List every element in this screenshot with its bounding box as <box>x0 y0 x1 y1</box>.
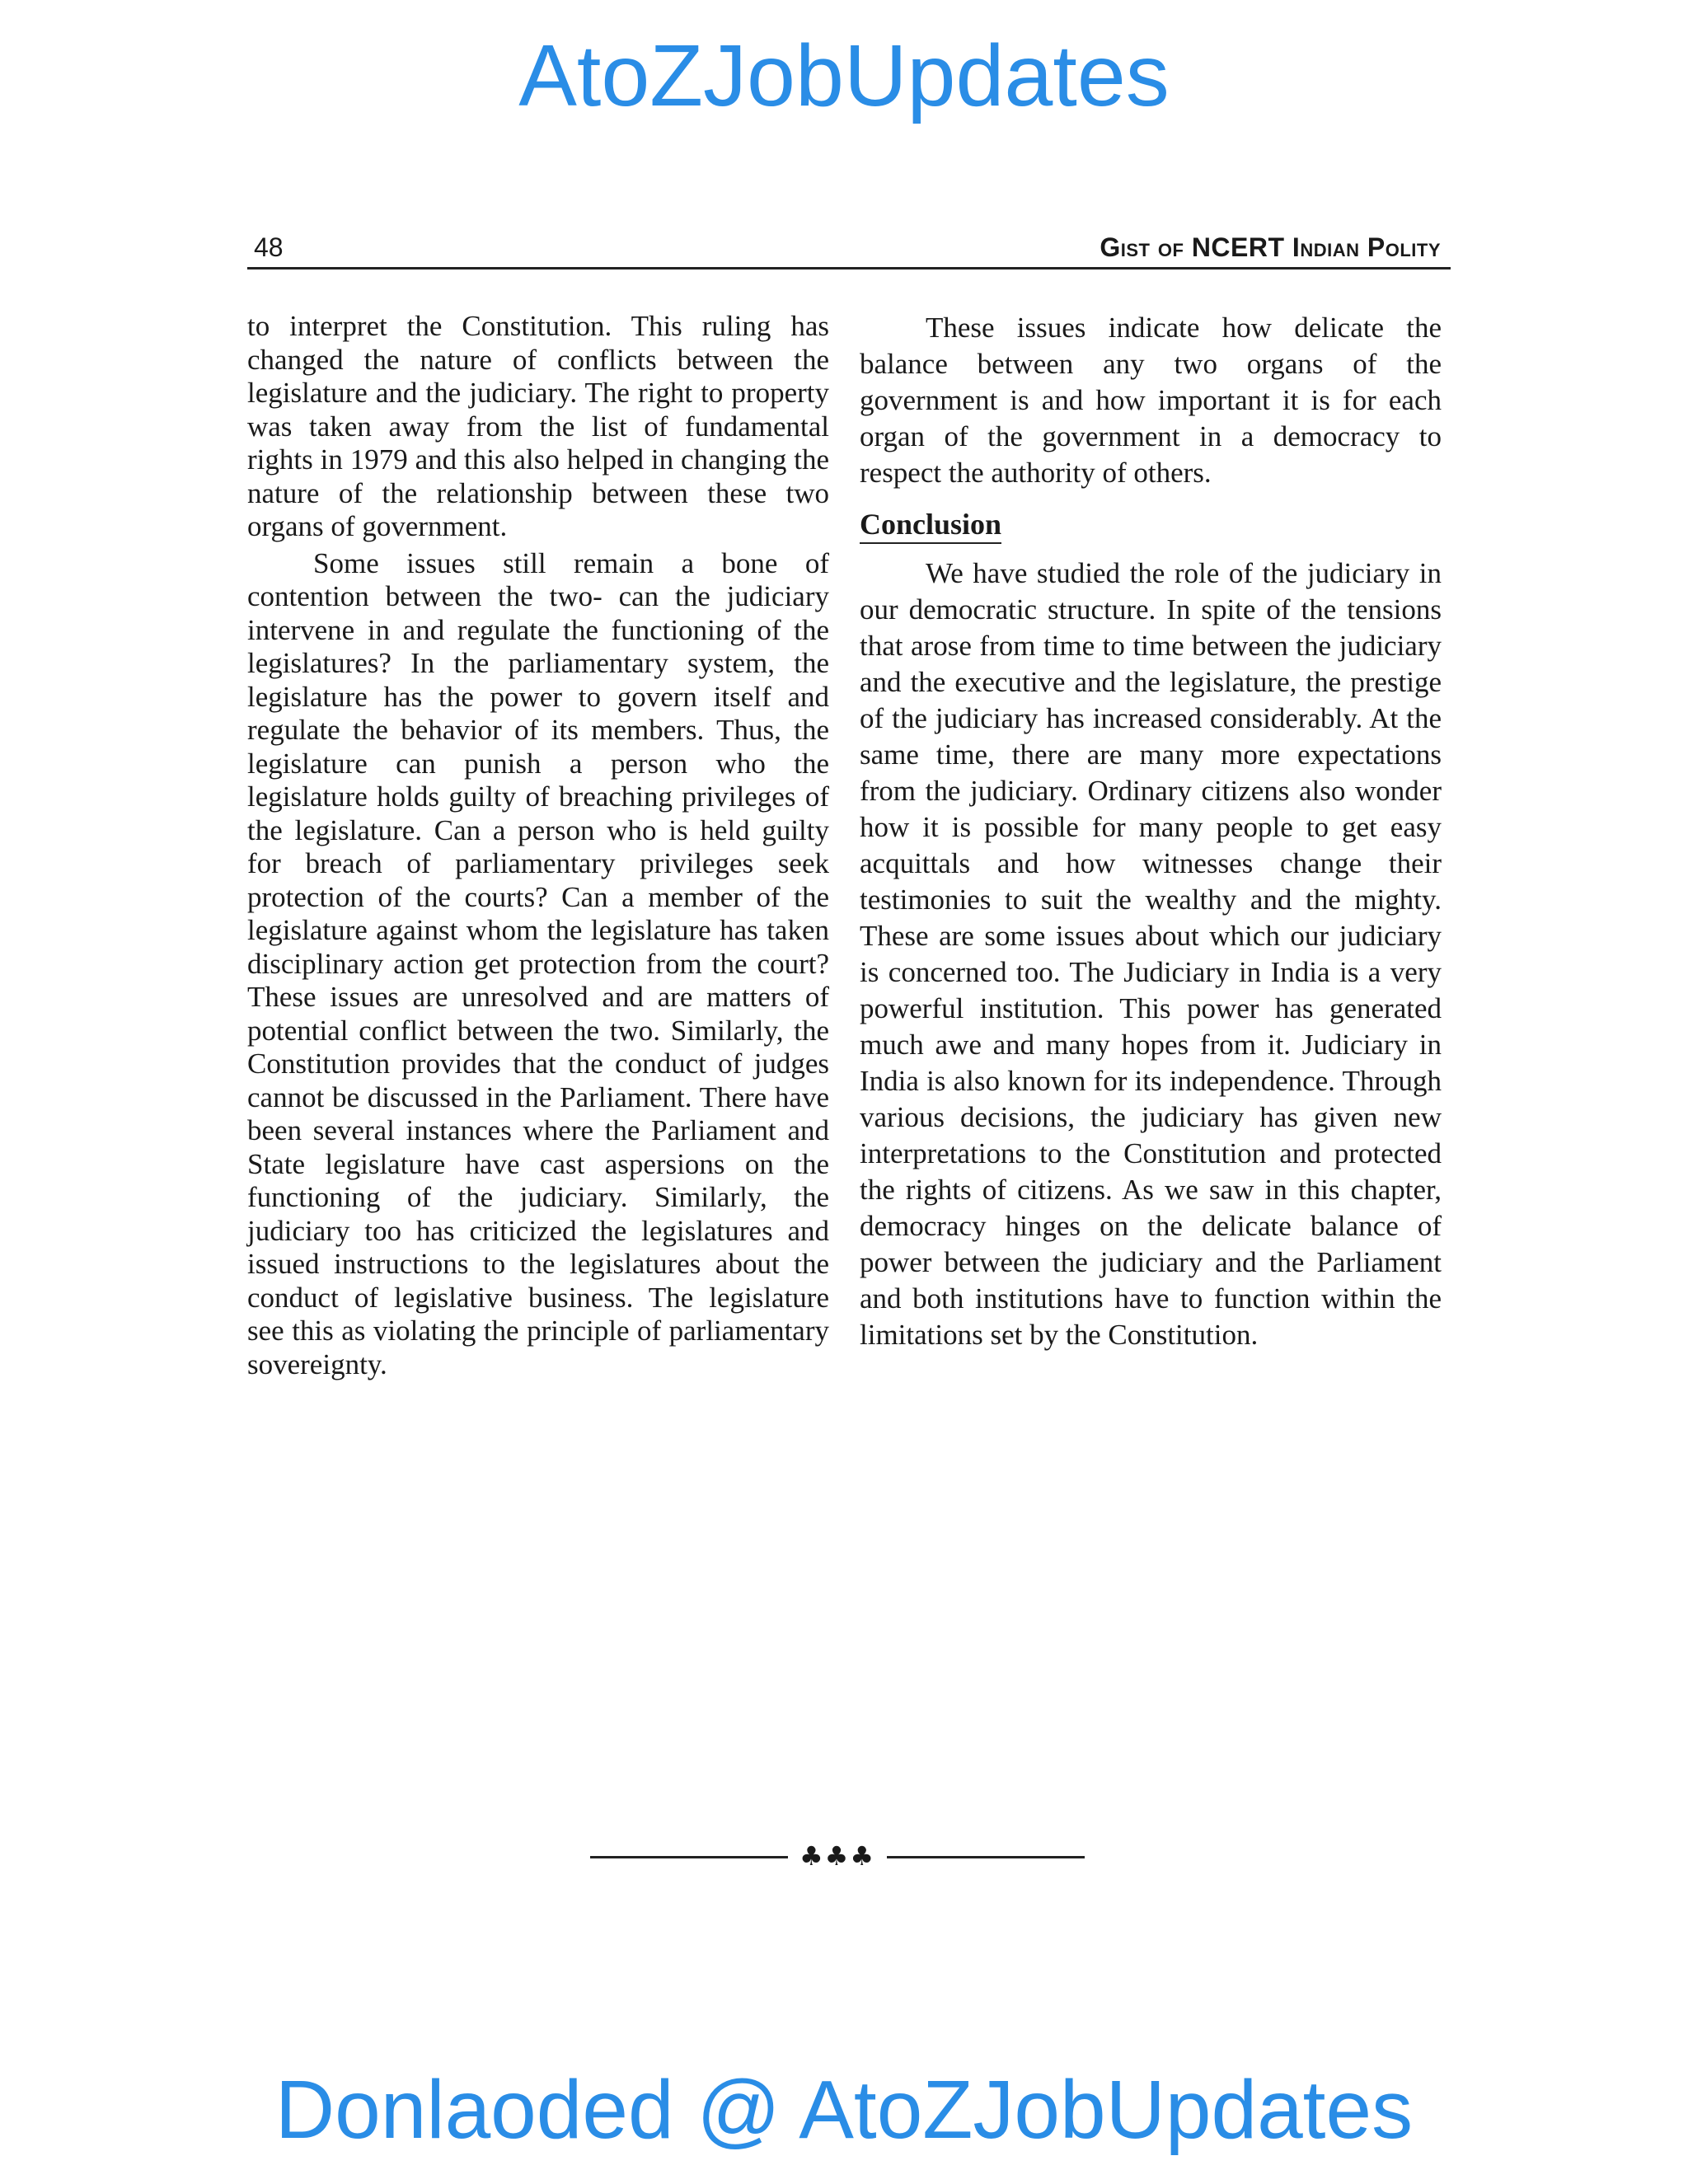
right-paragraph-intro: These issues indicate how delicate the balance between any two organs of the government is and how important it is for each organ of the government in a democracy to respect the authority of others. <box>860 312 1442 489</box>
right-column <box>860 310 1442 1353</box>
left-column <box>247 310 829 1381</box>
clubs-icon: ♣♣♣ <box>799 1840 876 1872</box>
left-paragraph-bone-of-contention: Some issues still remain a bone of contention between the two- can the judiciary intervene in and regulate the functioning of the legislatures? In the parliamentary system, the legislature has the power to govern itself and regulate the behavior of its members. Thus, the legislature can punish a person who the legislature holds guilty of breaching privileges of the legislature. Can a person who is held guilty for breach of parliamentary privileges seek protection of the courts? Can a member of the legislature against whom the legislature has taken disciplinary action get protection from the court? These issues are unresolved and are matters of potential conflict between the two. Similarly, the Constitution provides that the conduct of judges cannot be discussed in the Parliament. There have been several instances where the Parliament and State legislature have cast aspersions on the functioning of the judiciary. Similarly, the judiciary too has criticized the legislatures and issued instructions to the legislatures about the conduct of legislative business. The legislature see this as violating the principle of parliamentary sovereignty. <box>247 546 829 1380</box>
end-of-chapter-ornament <box>590 1840 1085 1872</box>
conclusion-paragraph: We have studied the role of the judiciary in our democratic structure. In spite of the tensions that arose from time to time between the judiciary and the executive and the legislature, the prestige of the judiciary has increased considerably. At the same time, there are many more expectations from the judiciary. Ordinary citizens also wonder how it is possible for many people to get easy acquittals and how witnesses change their testimonies to suit the wealthy and the mighty. These are some issues about which our judiciary is concerned too. The Judiciary in India is a very powerful institution. This power has generated much awe and many hopes from it. Judiciary in India is also known for its independence. Through various decisions, the judiciary has given new interpretations to the Constitution and protected the rights of citizens. As we saw in this chapter, democracy hinges on the delicate balance of power between the judiciary and the Parliament and both institutions have to function within the limitations set by the Constitution. <box>860 557 1442 1351</box>
watermark-bottom: Donlaoded @ AtoZJobUpdates <box>274 2064 1414 2156</box>
left-paragraph-continued: to interpret the Constitution. This ruling has changed the nature of conflicts between the legislature and the judiciary. The right to property was taken away from the list of fundamental rights in 1979 and this also helped in changing the nature of the relationship between these two organs of government. <box>247 310 829 542</box>
ornament-rule-right <box>887 1856 1085 1858</box>
book-title: Gist of NCERT Indian Polity <box>1100 232 1441 262</box>
page-number: 48 <box>254 232 284 262</box>
conclusion-heading: Conclusion <box>860 506 1001 544</box>
running-header <box>247 231 1451 269</box>
watermark-top: AtoZJobUpdates <box>518 27 1170 124</box>
